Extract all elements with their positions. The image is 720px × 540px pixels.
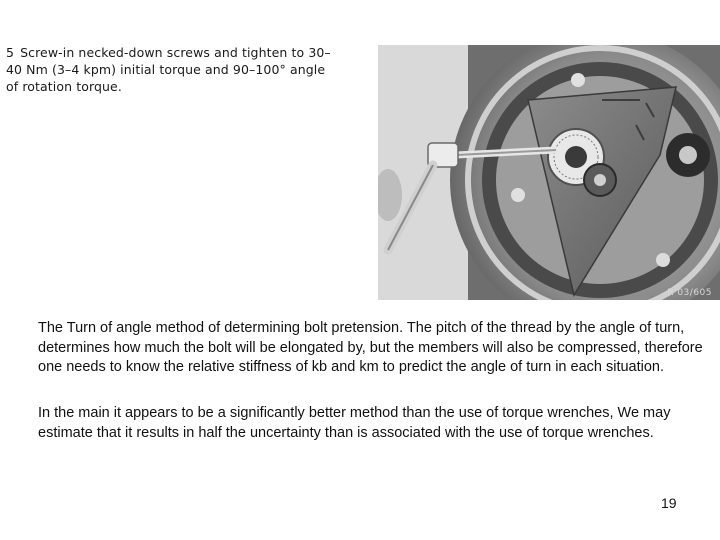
paragraph-turn-of-angle: The Turn of angle method of determining bolt pretension. The pitch of the thread by the angle of turn, determines how much the bolt will be elongated by, but the members will also be compressed, therefore one needs to know the relative stiffness of kb and km to predict the angle of turn in each situation. (38, 320, 703, 375)
page-number: 19 (661, 495, 677, 511)
caption-line-2: 40 Nm (3–4 kpm) initial torque and 90–100° angle (6, 62, 326, 77)
caption-step-number: 5 (6, 45, 15, 60)
paragraph-comparison: In the main it appears to be a significantly better method than the use of torque wrenches, We may estimate that it results in half the uncertainty than is associated with the use of torque wrenches. (38, 405, 671, 441)
angle-gauge-photo (378, 45, 720, 300)
caption-line-3: of rotation torque. (6, 79, 122, 94)
photo-reference-code: R 03/605 (667, 288, 712, 298)
caption-line-1: 5 Screw-in necked-down screws and tighten to 30– (6, 45, 331, 60)
photo-caption (6, 44, 336, 95)
photo-illustration (378, 45, 720, 300)
